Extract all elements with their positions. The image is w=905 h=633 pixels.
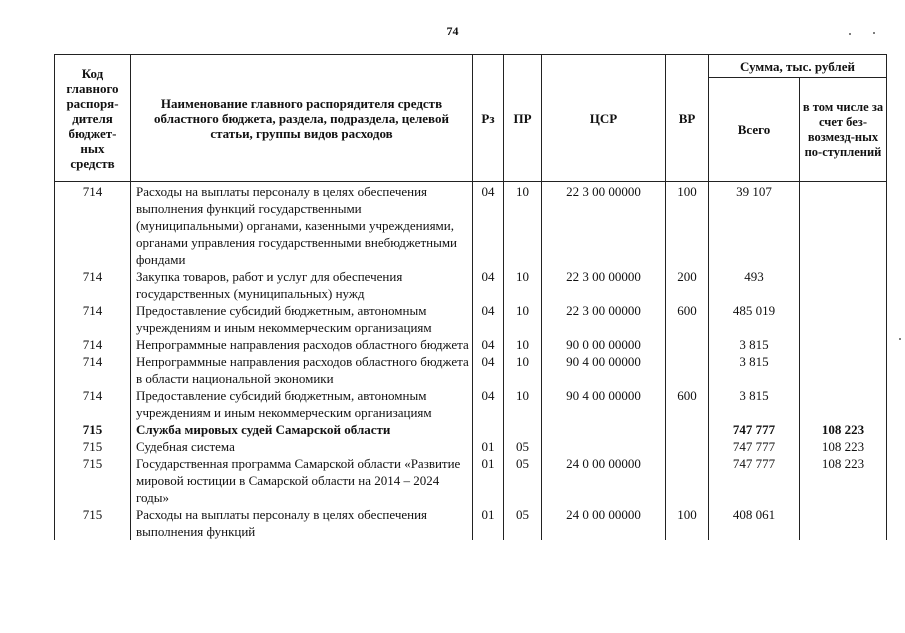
cell-name: Судебная система [131, 438, 473, 455]
cell-csr: 22 3 00 00000 [542, 182, 666, 269]
header-csr: ЦСР [542, 55, 666, 182]
cell-vr: 600 [666, 302, 709, 336]
cell-code: 715 [55, 438, 131, 455]
cell-name: Непрограммные направления расходов областного бюджета в области национальной экономики [131, 353, 473, 387]
cell-total: 3 815 [709, 387, 800, 421]
cell-rz: 04 [473, 302, 504, 336]
cell-csr: 22 3 00 00000 [542, 302, 666, 336]
table-row [55, 353, 887, 387]
cell-grants [800, 336, 887, 353]
cell-csr: 24 0 00 00000 [542, 455, 666, 506]
cell-vr: 600 [666, 387, 709, 421]
cell-vr [666, 455, 709, 506]
cell-vr: 200 [666, 268, 709, 302]
cell-pr: 10 [504, 302, 542, 336]
scan-speck [899, 338, 901, 340]
scan-speck [849, 33, 851, 35]
cell-total: 747 777 [709, 455, 800, 506]
page-number: 74 [446, 24, 459, 38]
table-row [55, 182, 887, 269]
cell-rz: 04 [473, 268, 504, 302]
cell-csr: 22 3 00 00000 [542, 268, 666, 302]
budget-table [54, 54, 887, 540]
table-row [55, 455, 887, 506]
table-row [55, 302, 887, 336]
cell-csr: 90 4 00 00000 [542, 387, 666, 421]
header-grants: в том числе за счет без-возмезд-ных по-ступлений [800, 78, 887, 182]
cell-grants: 108 223 [800, 421, 887, 438]
cell-code: 714 [55, 387, 131, 421]
cell-grants [800, 387, 887, 421]
cell-rz: 04 [473, 182, 504, 269]
cell-csr: 90 0 00 00000 [542, 336, 666, 353]
cell-rz [473, 421, 504, 438]
header-pr: ПР [504, 55, 542, 182]
cell-code: 714 [55, 302, 131, 336]
cell-code: 715 [55, 455, 131, 506]
cell-grants [800, 268, 887, 302]
header-rz: Рз [473, 55, 504, 182]
cell-pr: 05 [504, 455, 542, 506]
header-sum: Сумма, тыс. рублей [709, 55, 887, 78]
table-row [55, 387, 887, 421]
header-code: Код главного распоря-дителя бюджет-ных средств [55, 55, 131, 182]
cell-vr: 100 [666, 182, 709, 269]
cell-rz: 01 [473, 455, 504, 506]
cell-vr [666, 353, 709, 387]
table-row [55, 506, 887, 540]
cell-total: 3 815 [709, 336, 800, 353]
scan-speck [873, 32, 875, 34]
cell-vr [666, 421, 709, 438]
table-row [55, 421, 887, 438]
cell-total: 39 107 [709, 182, 800, 269]
cell-rz: 04 [473, 336, 504, 353]
cell-name: Служба мировых судей Самарской области [131, 421, 473, 438]
table-row [55, 336, 887, 353]
cell-csr [542, 438, 666, 455]
header-total: Всего [709, 78, 800, 182]
cell-total: 485 019 [709, 302, 800, 336]
cell-grants [800, 182, 887, 269]
cell-pr: 05 [504, 438, 542, 455]
cell-rz: 01 [473, 506, 504, 540]
cell-total: 3 815 [709, 353, 800, 387]
cell-pr: 10 [504, 182, 542, 269]
cell-name: Расходы на выплаты персоналу в целях обеспечения выполнения функций государственными (муниципальными) органами, казенными учреждениями, органами управления государственными внебюджетными фондами [131, 182, 473, 269]
cell-name: Расходы на выплаты персоналу в целях обеспечения выполнения функций [131, 506, 473, 540]
cell-pr: 10 [504, 336, 542, 353]
cell-pr: 10 [504, 268, 542, 302]
cell-csr: 90 4 00 00000 [542, 353, 666, 387]
cell-total: 493 [709, 268, 800, 302]
cell-code: 714 [55, 336, 131, 353]
table-row [55, 268, 887, 302]
cell-vr [666, 336, 709, 353]
cell-pr: 05 [504, 506, 542, 540]
cell-pr [504, 421, 542, 438]
cell-total: 408 061 [709, 506, 800, 540]
cell-rz: 04 [473, 353, 504, 387]
cell-grants: 108 223 [800, 455, 887, 506]
cell-rz: 01 [473, 438, 504, 455]
cell-vr: 100 [666, 506, 709, 540]
cell-code: 714 [55, 268, 131, 302]
cell-grants [800, 302, 887, 336]
cell-pr: 10 [504, 353, 542, 387]
cell-name: Непрограммные направления расходов областного бюджета [131, 336, 473, 353]
cell-code: 715 [55, 421, 131, 438]
cell-csr: 24 0 00 00000 [542, 506, 666, 540]
cell-grants [800, 506, 887, 540]
header-vr: ВР [666, 55, 709, 182]
cell-grants: 108 223 [800, 438, 887, 455]
cell-total: 747 777 [709, 421, 800, 438]
cell-name: Закупка товаров, работ и услуг для обеспечения государственных (муниципальных) нужд [131, 268, 473, 302]
cell-code: 714 [55, 353, 131, 387]
cell-name: Государственная программа Самарской области «Развитие мировой юстиции в Самарской области на 2014 – 2024 годы» [131, 455, 473, 506]
cell-name: Предоставление субсидий бюджетным, автономным учреждениям и иным некоммерческим организациям [131, 302, 473, 336]
cell-pr: 10 [504, 387, 542, 421]
cell-vr [666, 438, 709, 455]
cell-code: 715 [55, 506, 131, 540]
header-name: Наименование главного распорядителя средств областного бюджета, раздела, подраздела, целевой статьи, группы видов расходов [131, 55, 473, 182]
cell-code: 714 [55, 182, 131, 269]
table-row [55, 438, 887, 455]
cell-csr [542, 421, 666, 438]
cell-grants [800, 353, 887, 387]
cell-total: 747 777 [709, 438, 800, 455]
cell-name: Предоставление субсидий бюджетным, автономным учреждениям и иным некоммерческим организациям [131, 387, 473, 421]
cell-rz: 04 [473, 387, 504, 421]
